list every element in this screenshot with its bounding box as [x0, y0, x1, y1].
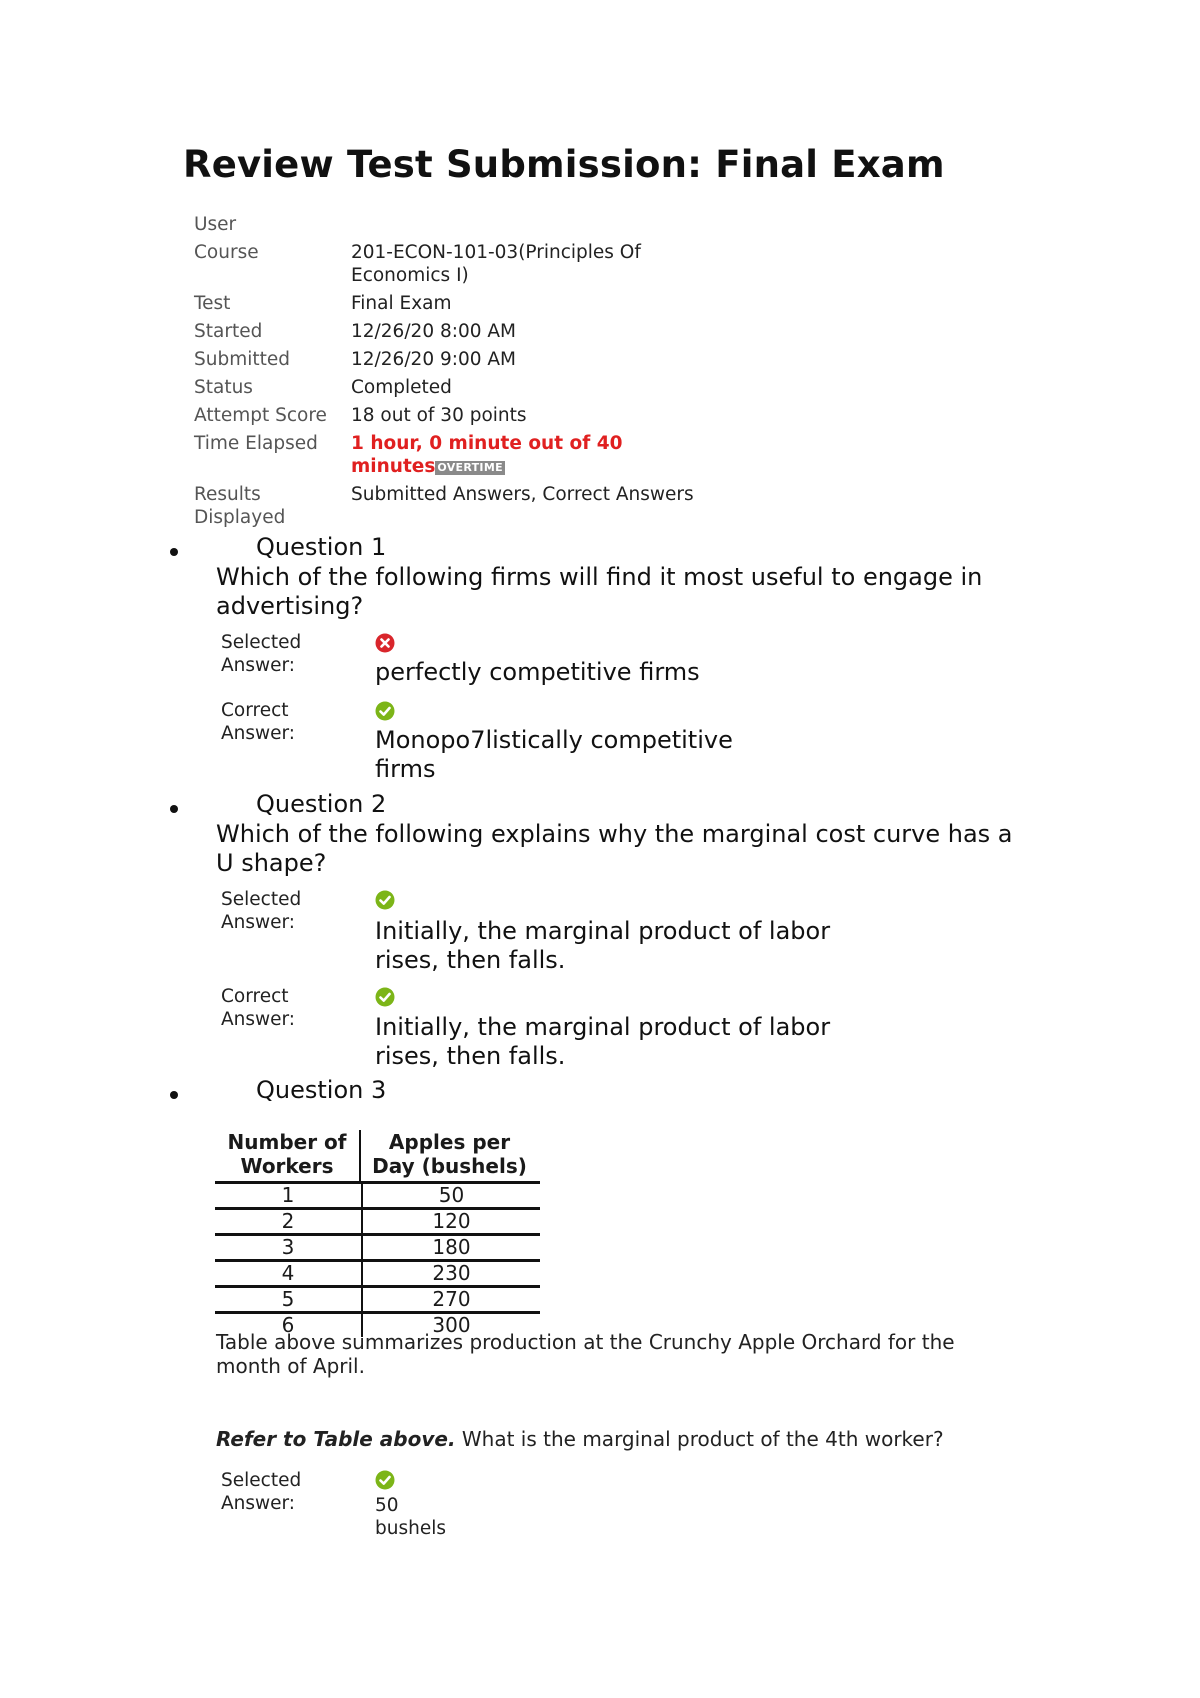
- question-text: Which of the following firms will find it most useful to engage in advertising?: [216, 563, 983, 620]
- question-bullet: [170, 1091, 178, 1099]
- table-row: [215, 1236, 540, 1262]
- detail-label: Course: [194, 242, 259, 263]
- prompt-reference: Refer to Table above.: [216, 1427, 456, 1451]
- page-title: Review Test Submission: Final Exam: [183, 143, 945, 186]
- correct-icon: [375, 890, 395, 910]
- selected-answer-label: Selected Answer:: [221, 889, 302, 933]
- detail-row-course: [194, 241, 754, 287]
- detail-row-score: [194, 404, 754, 427]
- detail-value: Completed: [351, 377, 452, 398]
- submission-details: [194, 213, 754, 534]
- correct-icon: [375, 987, 395, 1007]
- prompt-text: What is the marginal product of the 4th worker?: [455, 1427, 944, 1451]
- correct-icon: [375, 701, 395, 721]
- question-bullet: [170, 805, 178, 813]
- incorrect-icon: [375, 633, 395, 653]
- table-row: [215, 1210, 540, 1236]
- detail-label: User: [194, 214, 237, 235]
- table-cell: 180: [432, 1235, 471, 1259]
- detail-label: Attempt Score: [194, 405, 327, 426]
- selected-answer-text: 50 bushels: [375, 1495, 446, 1539]
- question-label: Question 3: [256, 1076, 387, 1104]
- detail-row-results: [194, 483, 754, 529]
- correct-answer-label: Correct Answer:: [221, 700, 296, 744]
- table-cell: 4: [215, 1262, 363, 1285]
- detail-value: Final Exam: [351, 293, 452, 314]
- detail-label: Results Displayed: [194, 484, 286, 528]
- table-cell: 6: [215, 1314, 363, 1337]
- detail-row-submitted: [194, 348, 754, 371]
- table-header-cell: Number of Workers: [215, 1130, 361, 1181]
- question-label: Question 2: [256, 790, 387, 818]
- detail-label: Submitted: [194, 349, 291, 370]
- detail-label: Started: [194, 321, 263, 342]
- detail-value: 12/26/20 8:00 AM: [351, 321, 517, 342]
- question-bullet: [170, 548, 178, 556]
- detail-value-time: [351, 432, 651, 478]
- table-cell: 3: [215, 1236, 363, 1259]
- correct-answer-text: Initially, the marginal product of labor rises, then falls.: [375, 1013, 831, 1070]
- table-cell: 120: [432, 1209, 471, 1233]
- correct-answer-label: Correct Answer:: [221, 986, 296, 1030]
- table-cell: 50: [438, 1183, 465, 1207]
- detail-value: 201-ECON-101-03(Principles Of Economics I): [351, 242, 641, 286]
- table-header: [215, 1130, 540, 1184]
- table-caption: Table above summarizes production at the Crunchy Apple Orchard for the month of April.: [216, 1330, 955, 1378]
- detail-row-status: [194, 376, 754, 399]
- selected-answer-label: Selected Answer:: [221, 632, 302, 676]
- question-label: Question 1: [256, 533, 387, 561]
- table-cell: 300: [432, 1313, 471, 1337]
- detail-value: 12/26/20 9:00 AM: [351, 349, 517, 370]
- detail-label: Status: [194, 377, 253, 398]
- time-elapsed-value: 1 hour, 0 minute out of 40 minutes: [351, 433, 623, 477]
- correct-answer-text: Monopo7listically competitive firms: [375, 726, 733, 783]
- detail-value: 18 out of 30 points: [351, 405, 527, 426]
- selected-answer-text: Initially, the marginal product of labor rises, then falls.: [375, 917, 831, 974]
- selected-answer-label: Selected Answer:: [221, 1470, 302, 1514]
- detail-row-time-elapsed: [194, 432, 754, 478]
- selected-answer-text: perfectly competitive firms: [375, 658, 700, 686]
- table-header-cell: Apples per Day (bushels): [372, 1130, 527, 1178]
- correct-icon: [375, 1470, 395, 1490]
- detail-row-started: [194, 320, 754, 343]
- table-cell: 230: [432, 1261, 471, 1285]
- table-cell: 2: [215, 1210, 363, 1233]
- question-prompt: [216, 1427, 1016, 1451]
- table-row: [215, 1288, 540, 1314]
- detail-row-test: [194, 292, 754, 315]
- table-cell: 5: [215, 1288, 363, 1311]
- detail-label: Time Elapsed: [194, 433, 318, 454]
- detail-row-user: [194, 213, 754, 236]
- production-table: [215, 1130, 540, 1337]
- table-cell: 270: [432, 1287, 471, 1311]
- table-row: [215, 1262, 540, 1288]
- question-text: Which of the following explains why the marginal cost curve has a U shape?: [216, 820, 1013, 877]
- table-cell: 1: [215, 1184, 363, 1207]
- detail-value: Submitted Answers, Correct Answers: [351, 484, 694, 505]
- table-row: [215, 1184, 540, 1210]
- overtime-badge: OVERTIME: [437, 461, 503, 474]
- detail-value: [351, 213, 731, 236]
- detail-label: Test: [194, 293, 231, 314]
